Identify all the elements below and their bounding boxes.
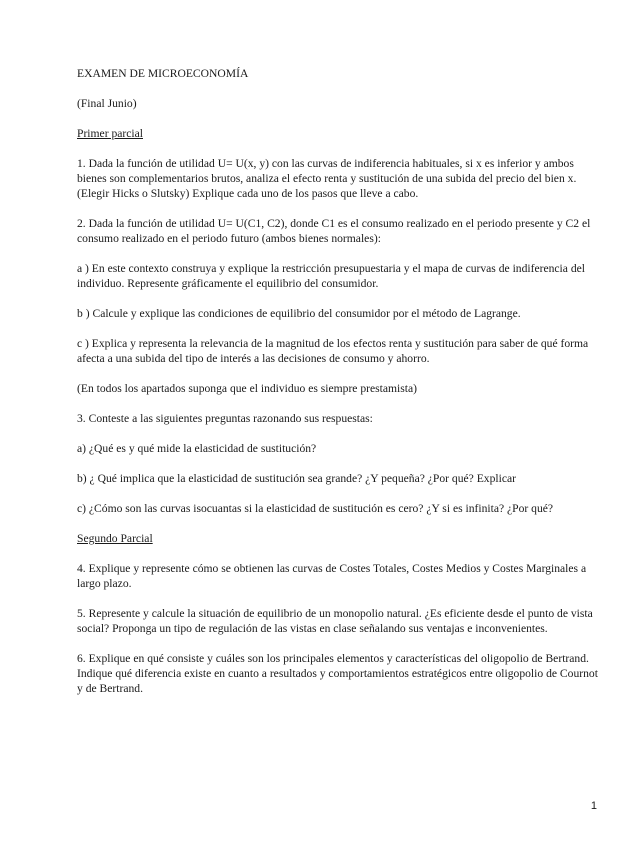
question-2-note: (En todos los apartados suponga que el individuo es siempre prestamista) <box>77 382 418 395</box>
question-5: 5. Represente y calcule la situación de equilibrio de un monopolio natural. ¿Es eficiente desde el punto de vista social? Proponga un tipo de regulación de las vistas en clase señalando sus ventajas e inconvenientes. <box>77 607 593 635</box>
question-3b: b) ¿ Qué implica que la elasticidad de sustitución sea grande? ¿Y pequeña? ¿Por qué? Explicar <box>77 472 516 485</box>
question-2: 2. Dada la función de utilidad U= U(C1, C2), donde C1 es el consumo realizado en el periodo presente y C2 el consumo realizado en el periodo futuro (ambos bienes normales): <box>77 217 591 245</box>
question-2a: a ) En este contexto construya y explique la restricción presupuestaria y el mapa de curvas de indiferencia del individuo. Represente gráficamente el equilibrio del consumidor. <box>77 262 585 290</box>
exam-subtitle: (Final Junio) <box>77 97 137 110</box>
document-body <box>77 66 599 711</box>
question-3: 3. Conteste a las siguientes preguntas razonando sus respuestas: <box>77 412 373 425</box>
exam-title: EXAMEN DE MICROECONOMÍA <box>77 67 249 80</box>
question-2c: c ) Explica y representa la relevancia de la magnitud de los efectos renta y sustitución para saber de qué forma afecta a una subida del tipo de interés a las decisiones de consumo y ahorro. <box>77 337 589 365</box>
question-3a: a) ¿Qué es y qué mide la elasticidad de sustitución? <box>77 442 317 455</box>
section-heading-primer-parcial: Primer parcial <box>77 127 143 140</box>
question-6: 6. Explique en qué consiste y cuáles son los principales elementos y características del oligopolio de Bertrand. Indique qué diferencia existe en cuanto a resultados y comportamientos estratégicos entre oligopolio de Cournot y de Bertrand. <box>77 652 598 695</box>
question-1: 1. Dada la función de utilidad U= U(x, y) con las curvas de indiferencia habituales, si x es inferior y ambos bienes son complementarios brutos, analiza el efecto renta y sustitución de una subida del precio del bien x. (Elegir Hicks o Slutsky) Explique cada uno de los pasos que lleve a cabo. <box>77 157 577 200</box>
question-2b: b ) Calcule y explique las condiciones de equilibrio del consumidor por el método de Lagrange. <box>77 307 521 320</box>
page-number: 1 <box>590 800 597 812</box>
question-4: 4. Explique y represente cómo se obtienen las curvas de Costes Totales, Costes Medios y Costes Marginales a largo plazo. <box>77 562 587 590</box>
section-heading-segundo-parcial: Segundo Parcial <box>77 532 153 545</box>
question-3c: c) ¿Cómo son las curvas isocuantas si la elasticidad de sustitución es cero? ¿Y si es infinita? ¿Por qué? <box>77 502 554 515</box>
